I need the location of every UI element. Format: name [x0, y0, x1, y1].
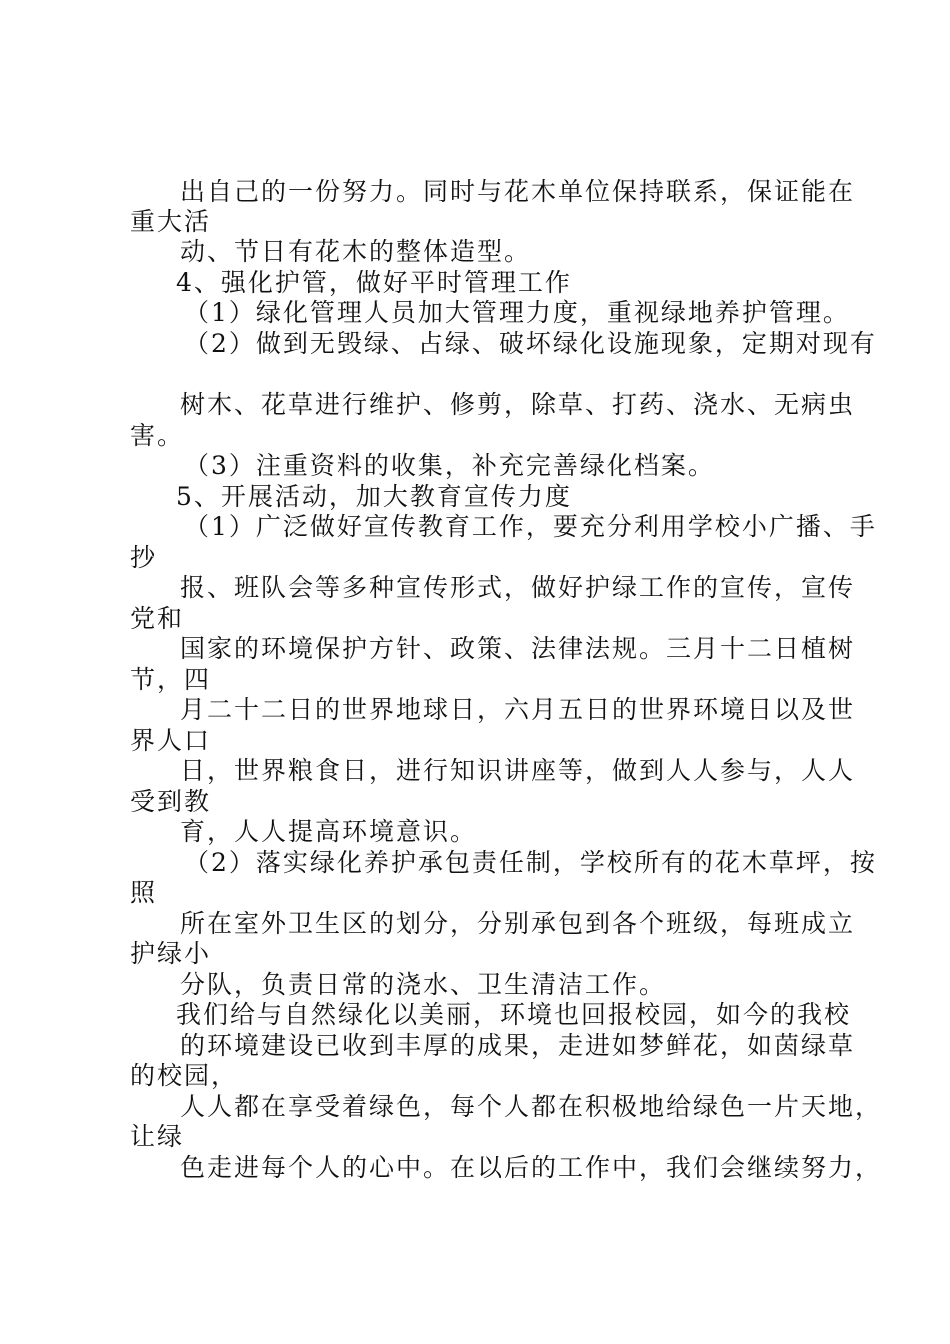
- text-line: 的校园，: [130, 1061, 239, 1090]
- text-line: 让绿: [130, 1122, 185, 1151]
- text-line: 育，人人提高环境意识。: [180, 817, 478, 846]
- text-line: （3）注重资料的收集，补充完善绿化档案。: [184, 451, 715, 480]
- text-line: 界人口: [130, 726, 212, 755]
- text-line: 动、节日有花木的整体造型。: [180, 237, 532, 266]
- text-line: 受到教: [130, 787, 212, 816]
- text-line: 月二十二日的世界地球日，六月五日的世界环境日以及世: [180, 695, 856, 724]
- text-line: 出自己的一份努力。同时与花木单位保持联系，保证能在: [180, 177, 856, 206]
- text-line: （1）广泛做好宣传教育工作，要充分利用学校小广播、手: [184, 512, 877, 541]
- text-line: 害。: [130, 421, 185, 450]
- text-line: 我们给与自然绿化以美丽，环境也回报校园，如今的我校: [176, 1000, 852, 1029]
- text-line: 分队，负责日常的浇水、卫生清洁工作。: [180, 970, 667, 999]
- text-line: 的环境建设已收到丰厚的成果，走进如梦鲜花，如茵绿草: [180, 1031, 856, 1060]
- text-line: 日，世界粮食日，进行知识讲座等，做到人人参与，人人: [180, 756, 856, 785]
- text-line: 报、班队会等多种宣传形式，做好护绿工作的宣传，宣传: [180, 573, 856, 602]
- text-line: 党和: [130, 604, 185, 633]
- text-line: 树木、花草进行维护、修剪，除草、打药、浇水、无病虫: [180, 390, 856, 419]
- text-line: 人人都在享受着绿色，每个人都在积极地给绿色一片天地，: [180, 1092, 883, 1121]
- text-line: 国家的环境保护方针、政策、法律法规。三月十二日植树: [180, 634, 856, 663]
- text-line: 5、开展活动，加大教育宣传力度: [176, 482, 572, 511]
- text-line: 抄: [130, 543, 158, 572]
- text-line: （1）绿化管理人员加大管理力度，重视绿地养护管理。: [184, 298, 850, 327]
- text-line: 节，四: [130, 665, 212, 694]
- text-line: 照: [130, 878, 158, 907]
- text-line: 色走进每个人的心中。在以后的工作中，我们会继续努力，: [180, 1153, 883, 1182]
- text-line: 重大活: [130, 207, 212, 236]
- text-line: （2）落实绿化养护承包责任制，学校所有的花木草坪，按: [184, 848, 877, 877]
- text-line: （2）做到无毁绿、占绿、破坏绿化设施现象，定期对现有: [184, 329, 877, 358]
- text-line: 4、强化护管，做好平时管理工作: [176, 268, 572, 297]
- text-line: 所在室外卫生区的划分，分别承包到各个班级，每班成立: [180, 909, 856, 938]
- text-line: 护绿小: [130, 939, 212, 968]
